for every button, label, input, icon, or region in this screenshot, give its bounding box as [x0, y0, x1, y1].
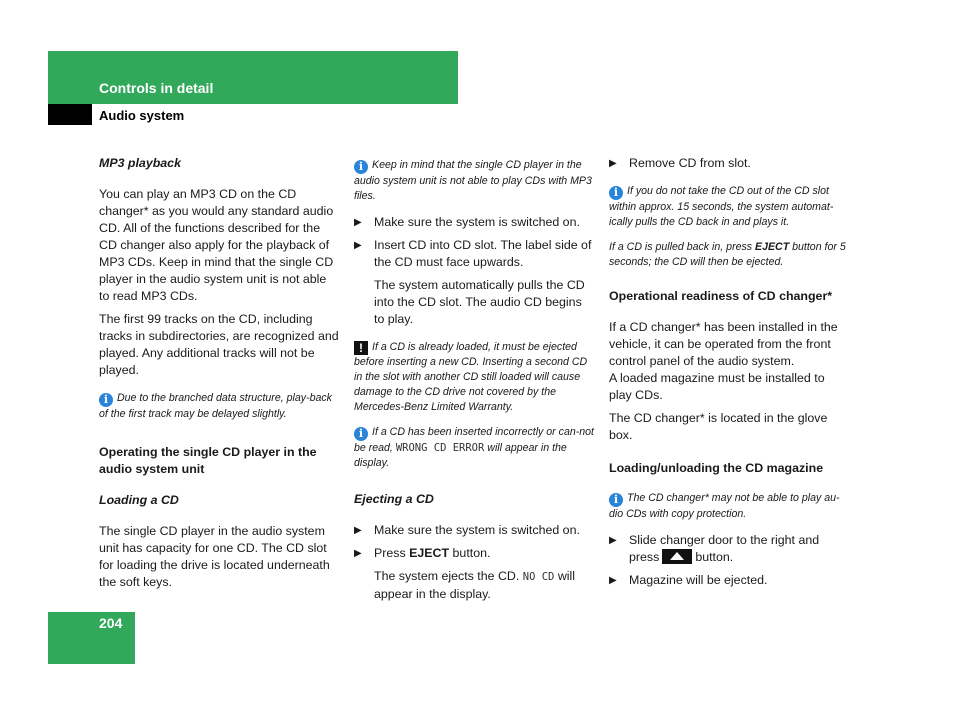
step-switch-on-eject: ▶ Make sure the system is switched on.	[354, 523, 580, 537]
paragraph-cd-slot: The single CD player in the audio system unit has capacity for one CD. The CD slot for loading the drive is located underneath the soft keys.	[99, 524, 330, 589]
arrow-icon: ▶	[609, 535, 617, 546]
paragraph-mp3-intro: You can play an MP3 CD on the CD changer* as you would any standard audio CD. All of the functions described for the CD changer also apply for the playback of MP3 CDs. Keep in mind that the single CD player in the audio system unit is not able to read MP3 CDs.	[99, 187, 334, 303]
eject-button-icon	[662, 549, 692, 564]
heading-loading-cd: Loading a CD	[99, 493, 179, 507]
note-eject-pulled-cd: If a CD is pulled back in, press EJECT button for 5 seconds; the CD will then be ejected.	[609, 241, 846, 268]
header-band	[48, 51, 458, 104]
paragraph-magazine-required: A loaded magazine must be installed to play CDs.	[609, 371, 825, 402]
note-auto-pull-back: i If you do not take the CD out of the CD slot within approx. 15 seconds, the system automat-ically pulls the CD back in and plays it.	[609, 185, 834, 228]
heading-changer-readiness: Operational readiness of CD changer*	[609, 289, 833, 303]
section-subtitle: Audio system	[99, 108, 185, 123]
arrow-icon: ▶	[354, 240, 362, 251]
column-2	[354, 158, 594, 609]
warning-icon: !	[354, 341, 368, 355]
note-no-mp3: i Keep in mind that the single CD player in the audio system unit is not able to play CDs with MP3 files.	[354, 159, 592, 202]
note-copy-protection: i The CD changer* may not be able to play au-dio CDs with copy protection.	[609, 492, 840, 520]
step-press-eject: ▶ Press EJECT button.	[354, 546, 491, 560]
heading-mp3-playback: MP3 playback	[99, 156, 181, 170]
step-slide-door: ▶ Slide changer door to the right and press button.	[609, 533, 820, 564]
header-marker	[48, 104, 92, 125]
paragraph-track-limit: The first 99 tracks on the CD, including tracks in subdirectories, are recognized and played. Any additional tracks will not be played.	[99, 312, 339, 377]
info-icon: i	[609, 493, 623, 507]
heading-operating-cd-player: Operating the single CD player in the audio system unit	[99, 445, 317, 476]
result-cd-pulled-in: The system automatically pulls the CD into the CD slot. The audio CD begins to play.	[374, 278, 585, 326]
step-magazine-ejected: ▶ Magazine will be ejected.	[609, 573, 768, 587]
info-icon: i	[99, 393, 113, 407]
info-icon: i	[354, 427, 368, 441]
paragraph-changer-installed: If a CD changer* has been installed in the vehicle, it can be operated from the front control panel of the audio system.	[609, 320, 838, 368]
arrow-icon: ▶	[354, 217, 362, 228]
column-3	[609, 155, 849, 595]
step-remove-cd: ▶ Remove CD from slot.	[609, 156, 751, 170]
paragraph-glove-box: The CD changer* is located in the glove box.	[609, 411, 828, 442]
note-playback-delay: i Due to the branched data structure, play-back of the first track may be delayed slightly.	[99, 392, 332, 420]
heading-loading-magazine: Loading/unloading the CD magazine	[609, 461, 824, 475]
arrow-icon: ▶	[354, 548, 362, 559]
step-switch-on: ▶ Make sure the system is switched on.	[354, 215, 580, 229]
section-title: Controls in detail	[99, 80, 214, 96]
column-1	[99, 155, 339, 597]
note-wrong-cd-error: i If a CD has been inserted incorrectly or can-not be read, WRONG CD ERROR will appear in the display.	[354, 426, 594, 469]
page-number: 204	[99, 615, 123, 631]
step-insert-cd: ▶ Insert CD into CD slot. The label side of the CD must face upwards.	[354, 238, 592, 269]
info-icon: i	[354, 160, 368, 174]
arrow-icon: ▶	[609, 158, 617, 169]
warning-cd-loaded: ! If a CD is already loaded, it must be ejected before inserting a new CD. Inserting a second CD in the slot with another CD still loaded will cause damage to the CD drive not covered by the Mercedes-Benz Limited Warranty.	[354, 341, 588, 413]
info-icon: i	[609, 186, 623, 200]
arrow-icon: ▶	[609, 575, 617, 586]
arrow-icon: ▶	[354, 525, 362, 536]
result-cd-ejected: The system ejects the CD. NO CD will appear in the display.	[374, 569, 576, 601]
heading-ejecting-cd: Ejecting a CD	[354, 492, 434, 506]
